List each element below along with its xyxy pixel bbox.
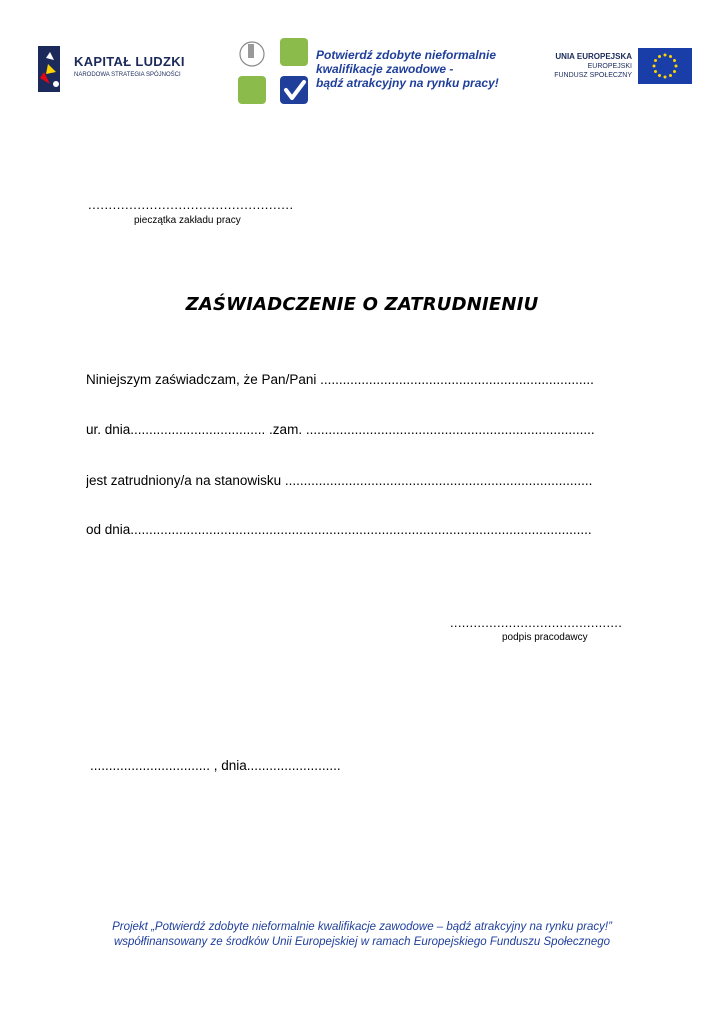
eu-line-1: UNIA EUROPEJSKA [555,52,632,61]
document-title: ZAŚWIADCZENIE O ZATRUDNIENIU [185,294,539,315]
form-line-since: od dnia........................................................................................................................... [86,522,592,537]
eu-logo-text [554,52,632,80]
signature-label: podpis pracodawcy [502,632,588,643]
eu-logo [552,48,692,86]
kapital-ludzki-logo [36,44,196,96]
stamp-label: pieczątka zakładu pracy [134,215,241,226]
tagline-line-1: Potwierdź zdobyte nieformalnie [316,48,497,62]
tagline-line-3: bądź atrakcyjny na rynku pracy! [316,76,499,90]
eu-flag-icon [638,48,692,84]
signature-dots: ............................................ [450,615,623,630]
stamp-dots: .................................................. [88,197,294,212]
footer [0,920,724,950]
project-emblem-icon [234,36,314,108]
form-line-position: jest zatrudniony/a na stanowisku .................................................................................. [86,473,593,488]
eu-line-2: EUROPEJSKI [587,63,632,70]
footer-line-2: współfinansowany ze środków Unii Europejskiej w ramach Europejskiego Funduszu Społecznego [113,936,611,948]
footer-line-1: Projekt „Potwierdź zdobyte nieformalnie kwalifikacje zawodowe – bądź atrakcyjny na rynku pracy!” [112,921,612,933]
place-date-line: ................................ , dnia......................... [90,758,341,773]
eu-line-3: FUNDUSZ SPOŁECZNY [554,72,632,79]
project-tagline [316,48,499,90]
kapital-ludzki-title: KAPITAŁ LUDZKI [74,54,185,69]
form-line-person: Niniejszym zaświadczam, że Pan/Pani ......................................................................... [86,372,594,387]
project-logo [234,36,524,108]
tagline-line-2: kwalifikacje zawodowe - [316,62,454,76]
kapital-ludzki-emblem-icon [36,44,70,96]
kapital-ludzki-subtitle: NARODOWA STRATEGIA SPÓJNOŚCI [74,72,181,78]
form-line-birth-address: ur. dnia.................................... .zam. ............................................................................. [86,422,595,437]
